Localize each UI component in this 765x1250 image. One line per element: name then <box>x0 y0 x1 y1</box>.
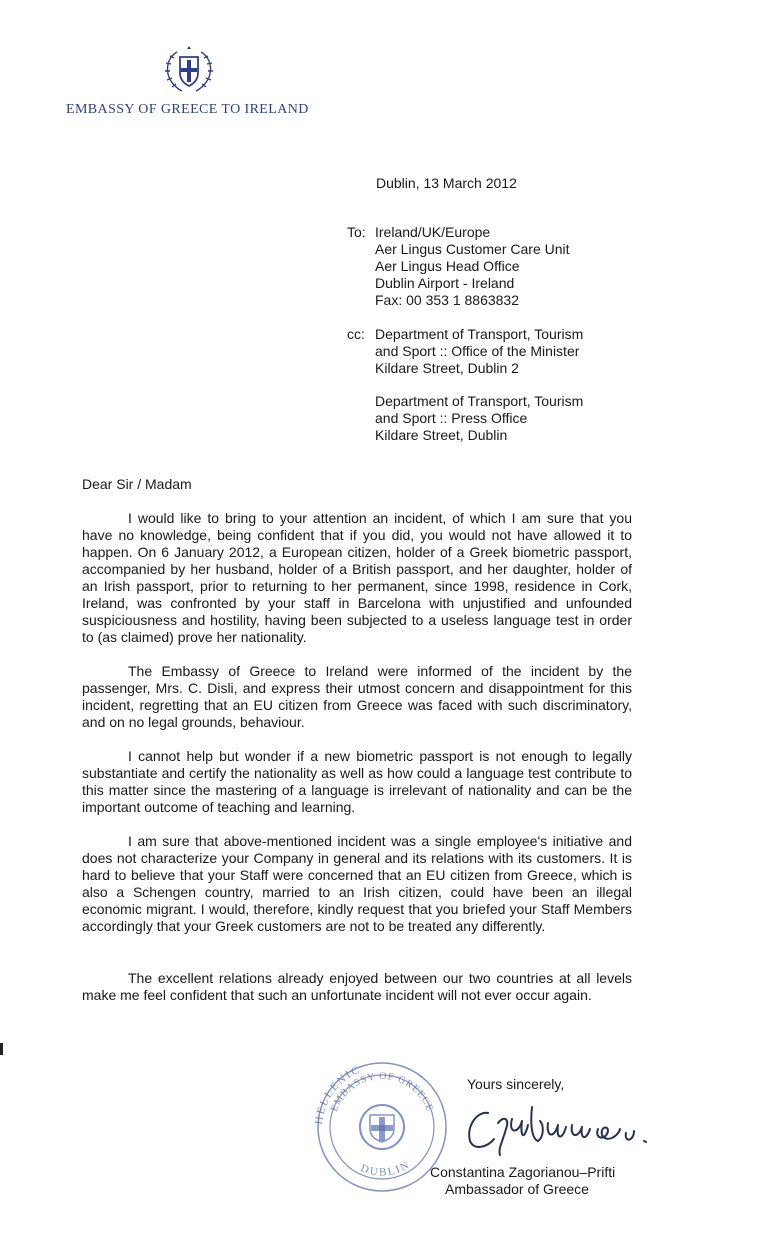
scan-margin-mark <box>0 1043 3 1055</box>
handwritten-signature <box>448 1085 658 1165</box>
body-paragraph: The Embassy of Greece to Ireland were informed of the incident by the passenger, Mrs. C. Disli, and express their utmost concern and disappointment for this incident, regretting that an EU citizen from Greece was faced with such discriminatory, and on no legal grounds, behaviour. <box>82 663 632 730</box>
seal-text-outer: HELLENIC <box>312 1063 363 1126</box>
to-line: Aer Lingus Head Office <box>375 258 520 274</box>
greek-coat-of-arms-icon <box>160 44 218 96</box>
seal-text-bottom: DUBLIN <box>358 1158 413 1179</box>
to-prefix: To: <box>347 224 366 240</box>
signer-name: Constantina Zagorianou–Prifti <box>430 1164 616 1180</box>
signer-title: Ambassador of Greece <box>445 1181 589 1197</box>
body-paragraph: I cannot help but wonder if a new biometric passport is not enough to legally substantiate and certify the nationality as well as how could a language test contribute to this matter since the mastering of a language is irrelevant of nationality and can be the important outcome of teaching and learning. <box>82 748 632 815</box>
cc-line: Department of Transport, Tourism <box>375 393 584 409</box>
cc-prefix: cc: <box>347 326 365 342</box>
to-line: Ireland/UK/Europe <box>375 224 491 240</box>
to-address-block <box>347 224 570 309</box>
to-line: Aer Lingus Customer Care Unit <box>375 241 570 257</box>
seal-text-top: EMBASSY OF GREECE <box>328 1070 436 1114</box>
svg-text:DUBLIN <box>359 1158 413 1178</box>
closing: Yours sincerely, <box>467 1076 565 1092</box>
date-line: Dublin, 13 March 2012 <box>376 175 517 191</box>
to-line: Dublin Airport - Ireland <box>375 275 515 291</box>
body-paragraph: I am sure that above-mentioned incident was a single employee's initiative and does not characterize your Company in general and its relations with its customers. It is hard to believe that your Staff were concerned that an EU citizen from Greece, which is also a Schengen country, married to an Irish citizen, could have been an illegal economic migrant. I would, therefore, kindly request that you briefed your Staff Members accordingly that your Greek customers are not to be treated any differently. <box>82 833 632 934</box>
cc-address-block <box>347 326 583 377</box>
cc-address-block-2 <box>347 393 583 444</box>
to-line: Fax: 00 353 1 8863832 <box>375 292 520 308</box>
letterhead-title: EMBASSY OF GREECE TO IRELAND <box>66 102 309 117</box>
cc-line: Kildare Street, Dublin <box>375 427 508 443</box>
cc-line: Department of Transport, Tourism <box>375 326 584 342</box>
body-paragraph: The excellent relations already enjoyed between our two countries at all levels make me feel confident that such an unfortunate incident will not ever occur again. <box>82 970 632 1003</box>
cc-line: and Sport :: Press Office <box>375 410 528 426</box>
body-paragraph: I would like to bring to your attention an incident, of which I am sure that you have no knowledge, being confident that if you did, you would not have allowed it to happen. On 6 January 2012, a European citizen, holder of a Greek biometric passport, accompanied by her husband, holder of a British passport, and her daughter, holder of an Irish passport, prior to returning to her permanent, since 1998, residence in Cork, Ireland, was confronted by your staff in Barcelona with unjustified and unfounded suspiciousness and hostility, having been subjected to a useless language test in order to (as claimed) prove her nationality. <box>82 510 632 645</box>
cc-line: Kildare Street, Dublin 2 <box>375 360 519 376</box>
cc-line: and Sport :: Office of the Minister <box>375 343 580 359</box>
salutation: Dear Sir / Madam <box>82 476 192 492</box>
